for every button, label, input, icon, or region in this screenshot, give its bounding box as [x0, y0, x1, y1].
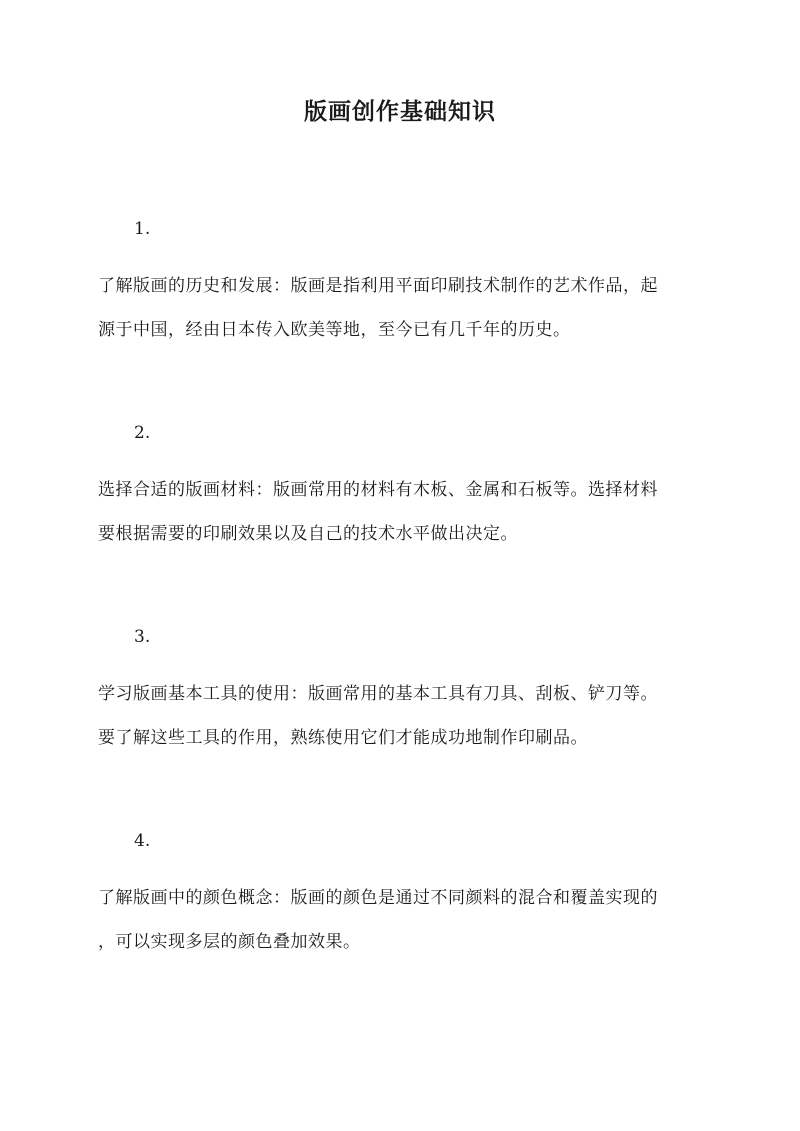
section-1 [98, 214, 708, 352]
paragraph-line: ，可以实现多层的颜色叠加效果。 [98, 932, 361, 952]
paragraph-line: 了解版画中的颜色概念：版画的颜色是通过不同颜料的混合和覆盖实现的 [98, 888, 658, 908]
section-number: 4. [134, 831, 151, 851]
page-title: 版画创作基础知识 [304, 98, 496, 125]
section-2 [98, 418, 708, 556]
section-paragraph [98, 876, 708, 964]
paragraph-line: 要根据需要的印刷效果以及自己的技术水平做出决定。 [98, 524, 518, 544]
paragraph-line: 学习版画基本工具的使用：版画常用的基本工具有刀具、刮板、铲刀等。 [98, 684, 658, 704]
section-number: 1. [134, 219, 151, 239]
section-number: 2. [134, 423, 151, 443]
paragraph-line: 要了解这些工具的作用，熟练使用它们才能成功地制作印刷品。 [98, 728, 588, 748]
paragraph-line: 选择合适的版画材料：版画常用的材料有木板、金属和石板等。选择材料 [98, 480, 658, 500]
paragraph-line: 源于中国，经由日本传入欧美等地，至今已有几千年的历史。 [98, 320, 571, 340]
section-paragraph [98, 468, 708, 556]
section-4 [98, 826, 708, 964]
section-paragraph [98, 264, 708, 352]
paragraph-line: 了解版画的历史和发展：版画是指利用平面印刷技术制作的艺术作品，起 [98, 276, 658, 296]
section-number: 3. [134, 627, 151, 647]
section-3 [98, 622, 708, 760]
section-paragraph [98, 672, 708, 760]
